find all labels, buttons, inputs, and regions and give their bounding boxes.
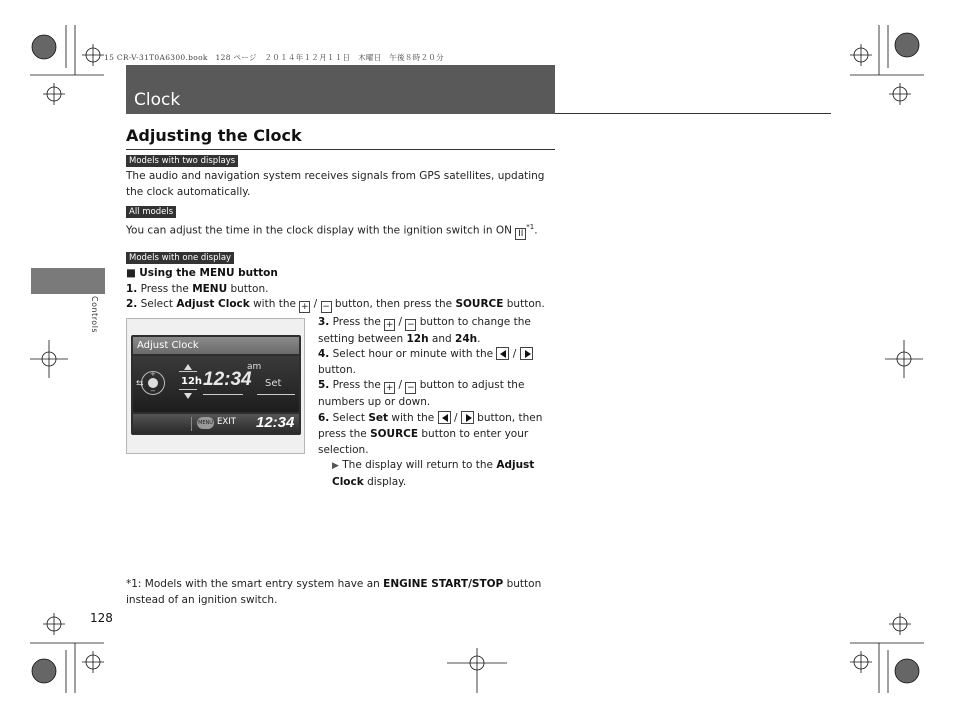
menu-heading bbox=[126, 265, 554, 281]
plus-key-icon: + bbox=[385, 383, 394, 393]
tag-two-displays: Models with two displays bbox=[126, 155, 238, 167]
step-1: 1. Press the MENU button. bbox=[126, 283, 269, 295]
swap-arrows-icon: ⇆ bbox=[136, 379, 144, 389]
clock-mode: 12h bbox=[181, 376, 203, 387]
am-pm: am bbox=[247, 362, 262, 372]
title-rule bbox=[555, 113, 831, 114]
plus-key-icon: + bbox=[301, 302, 309, 312]
clock-time: 12:34 bbox=[203, 369, 252, 390]
clock-display-illustration bbox=[126, 318, 305, 454]
selector-knob-icon: + − ⇆ bbox=[141, 371, 165, 395]
step-4: 4. Select hour or minute with the / button. bbox=[318, 346, 554, 378]
file-header: 15 CR-V-31T0A6300.book 128 ページ ２０１４年１２月１１日 木曜日 午後８時２０分 bbox=[104, 53, 444, 62]
section-rule bbox=[126, 149, 555, 150]
minus-key-icon: − bbox=[407, 383, 415, 393]
heading-text: Using the MENU button bbox=[139, 267, 278, 279]
step-3: 3. Press the + / − button to change the setting between 12h and 24h. bbox=[318, 316, 531, 345]
footnote: *1: Models with the smart entry system have an ENGINE START/STOP button instead of an ignition switch. bbox=[126, 578, 542, 606]
footnote-ref: *1 bbox=[526, 223, 535, 231]
tag-all-models: All models bbox=[126, 206, 176, 218]
up-triangle-icon bbox=[184, 364, 192, 370]
step-5: 5. Press the + / − button to adjust the numbers up or down. bbox=[318, 379, 525, 408]
section-title: Adjusting the Clock bbox=[126, 126, 302, 145]
plus-key-icon: + bbox=[385, 320, 394, 330]
page-number: 128 bbox=[90, 611, 113, 625]
left-arrow-key-icon bbox=[496, 347, 509, 360]
set-label: Set bbox=[265, 378, 282, 389]
two-displays-text: The audio and navigation system receives signals from GPS satellites, updating the clock automatically. bbox=[126, 170, 545, 198]
step-2: 2. Select Adjust Clock with the + / − button, then press the SOURCE button. bbox=[126, 298, 545, 312]
ignition-on-key: II bbox=[515, 228, 526, 240]
title-bar bbox=[126, 65, 555, 114]
right-arrow-key-icon bbox=[461, 411, 474, 424]
left-arrow-key-icon bbox=[438, 411, 451, 424]
page-title: Clock bbox=[134, 90, 181, 110]
tag-one-display: Models with one display bbox=[126, 252, 234, 264]
minus-key-icon: − bbox=[407, 320, 415, 330]
screen-main bbox=[133, 356, 299, 412]
footer-time: 12:34 bbox=[256, 414, 295, 431]
screen-footer bbox=[133, 414, 299, 433]
down-triangle-icon bbox=[184, 393, 192, 399]
right-arrow-key-icon bbox=[520, 347, 533, 360]
menu-icon: MENU bbox=[197, 417, 214, 429]
all-models-text: You can adjust the time in the clock display with the ignition switch in ON II$^{*1}$. bbox=[126, 223, 538, 239]
result-arrow-icon: ▶ bbox=[332, 461, 339, 471]
screen-header: Adjust Clock bbox=[133, 337, 299, 354]
display-screen bbox=[131, 335, 301, 435]
heading-bullet: ■ bbox=[126, 267, 136, 279]
minus-key-icon: − bbox=[322, 302, 330, 312]
side-tab bbox=[31, 268, 105, 294]
side-tab-label: Controls bbox=[90, 296, 99, 334]
step-6: 6. Select Set with the / button, then press the SOURCE button to enter your selection. bbox=[318, 412, 543, 456]
exit-label: EXIT bbox=[217, 417, 236, 427]
step-6-result: ▶ The display will return to the Adjust Clock display. bbox=[332, 459, 535, 488]
